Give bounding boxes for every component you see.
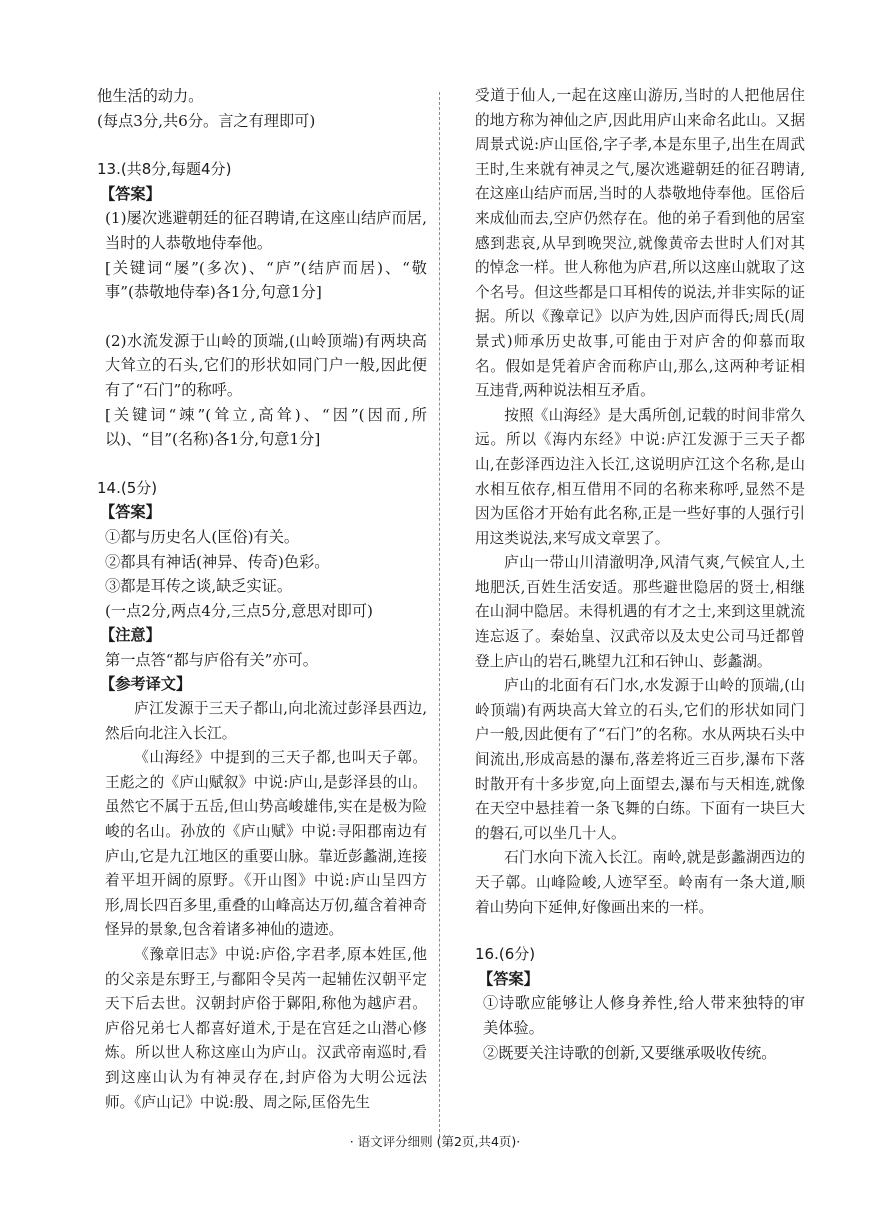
translation-paragraph-6: 庐山的北面有石门水,水发源于山岭的顶端,(山岭顶端)有两块高大耸立的石头,它们的形状如同门户一般,因此便有了“石门”的名称。水从两块石头中间流出,形成高悬的瀑布,落差将近三百步,瀑布下落时散开有十多步宽,向上面望去,瀑布与天相连,就像在天空中悬挂着一条飞舞的白练。下面有一块巨大的磐石,可以坐几十人。 bbox=[475, 677, 805, 842]
column-divider bbox=[439, 92, 440, 1137]
scoring-note: (每点3分,共6分。言之有理即可) bbox=[97, 111, 316, 130]
q14-note-tag: 【注意】 bbox=[100, 626, 161, 645]
left-column bbox=[97, 84, 427, 1115]
translation-paragraph-3: 《豫章旧志》中说:庐俗,字君孝,原本姓匡,他的父亲是东野王,与鄱阳令吴芮一起辅佐汉朝平定天下后去世。汉朝封庐俗于鄡阳,称他为越庐君。庐俗兄弟七人都喜好道术,于是在宫廷之山潜心修炼。所以世人称这座山为庐山。汉武帝南巡时,看到这座山认为有神灵存在,封庐俗为大明公远法师。《庐山记》中说:殷、周之际,匡俗先生 bbox=[105, 946, 427, 1111]
reference-translation-tag: 【参考译文】 bbox=[100, 675, 192, 694]
q14-point-3: ③都是耳传之谈,缺乏实证。 bbox=[105, 577, 293, 596]
right-column bbox=[475, 84, 805, 1065]
q14-answer-tag: 【答案】 bbox=[100, 503, 161, 522]
translation-paragraph-3-cont: 受道于仙人,一起在这座山游历,当时的人把他居住的地方称为神仙之庐,因此用庐山来命名此山。又据周景式说:庐山匡俗,字子孝,本是东里子,出生在周武王时,生来就有神灵之气,屡次逃避朝廷的征召聘请,在这座山结庐而居,当时的人恭敬地侍奉他。匡俗后来成仙而去,空庐仍然存在。他的弟子看到他的居室感到悲哀,从早到晚哭泣,就像黄帝去世时人们对其的悼念一样。世人称他为庐君,所以这座山就取了这个名号。但这些都是口耳相传的说法,并非实际的证据。所以《豫章记》以庐为姓,因庐而得氏;周氏(周景式)师承历史故事,可能由于对庐舍的仰慕而取名。假如是凭着庐舍而称庐山,那么,这两种考证相互违背,两种说法相互矛盾。 bbox=[475, 87, 805, 400]
q16-answer-tag: 【答案】 bbox=[478, 969, 539, 988]
q13-keywords-1: [关键词“屡”(多次)、“庐”(结庐而居)、“敬事”(恭敬地侍奉)各1分,句意1分] bbox=[105, 258, 427, 302]
q14-scoring: (一点2分,两点4分,三点5分,意思对即可) bbox=[105, 601, 373, 620]
q13-answer-2: (2)水流发源于山岭的顶端,(山岭顶端)有两块高大耸立的石头,它们的形状如同门户一般,因此便有了“石门”的称呼。 bbox=[105, 331, 427, 399]
translation-paragraph-1: 庐江发源于三天子都山,向北流过彭泽县西边,然后向北注入长江。 bbox=[105, 700, 427, 742]
translation-paragraph-5: 庐山一带山川清澈明净,风清气爽,气候宜人,土地肥沃,百姓生活安适。那些避世隐居的贤士,相继在山洞中隐居。未得机遇的有才之士,来到这里就流连忘返了。秦始皇、汉武帝以及太史公司马迁都曾登上庐山的岩石,眺望九江和石钟山、彭蠡湖。 bbox=[475, 554, 805, 670]
translation-paragraph-7: 石门水向下流入长江。南岭,就是彭蠡湖西边的天子鄣。山峰险峻,人迹罕至。岭南有一条大道,顺着山势向下延伸,好像画出来的一样。 bbox=[475, 849, 805, 916]
q16-point-1: ①诗歌应能够让人修身养性,给人带来独特的审美体验。 bbox=[483, 994, 805, 1037]
answer-continuation: 他生活的动力。 bbox=[97, 87, 204, 105]
q14-note: 第一点答“都与庐俗有关”亦可。 bbox=[105, 650, 318, 669]
q14-point-1: ①都与历史名人(匡俗)有关。 bbox=[105, 527, 300, 546]
q16-point-2: ②既要关注诗歌的创新,又要继承吸收传统。 bbox=[483, 1043, 777, 1062]
translation-paragraph-4: 按照《山海经》是大禹所创,记载的时间非常久远。所以《海内东经》中说:庐江发源于三天子都山,在彭泽西边注入长江,这说明庐江这个名称,是山水相互依存,相互借用不同的名称来称呼,显然不是因为匡俗才开始有此名称,正是一些好事的人强行引用这类说法,来写成文章罢了。 bbox=[475, 406, 805, 547]
q14-heading: 14.(5分) bbox=[97, 478, 158, 497]
translation-paragraph-2: 《山海经》中提到的三天子都,也叫天子鄣。王彪之的《庐山赋叙》中说:庐山,是彭泽县的山。虽然它不属于五岳,但山势高峻雄伟,实在是极为险峻的名山。孙放的《庐山赋》中说:寻阳郡南边有庐山,它是九江地区的重要山脉。靠近彭蠡湖,连接着平坦开阔的原野。《开山图》中说:庐山呈四方形,周长四百多里,重叠的山峰高达万仞,蕴含着神奇怪异的景象,包含着诸多神仙的遗迹。 bbox=[105, 749, 427, 939]
q16-heading: 16.(6分) bbox=[475, 945, 536, 964]
q14-point-2: ②都具有神话(神异、传奇)色彩。 bbox=[105, 552, 330, 571]
q13-keywords-2: [关键词“竦”(耸立,高耸)、“因”(因而,所以)、“目”(名称)各1分,句意1分] bbox=[105, 405, 427, 449]
q13-answer-1: (1)屡次逃避朝廷的征召聘请,在这座山结庐而居,当时的人恭敬地侍奉他。 bbox=[105, 209, 427, 252]
q13-answer-tag: 【答案】 bbox=[100, 184, 161, 203]
page-footer: · 语文评分细则 (第2页,共4页)· bbox=[349, 1134, 521, 1149]
q13-heading: 13.(共8分,每题4分) bbox=[97, 160, 232, 179]
